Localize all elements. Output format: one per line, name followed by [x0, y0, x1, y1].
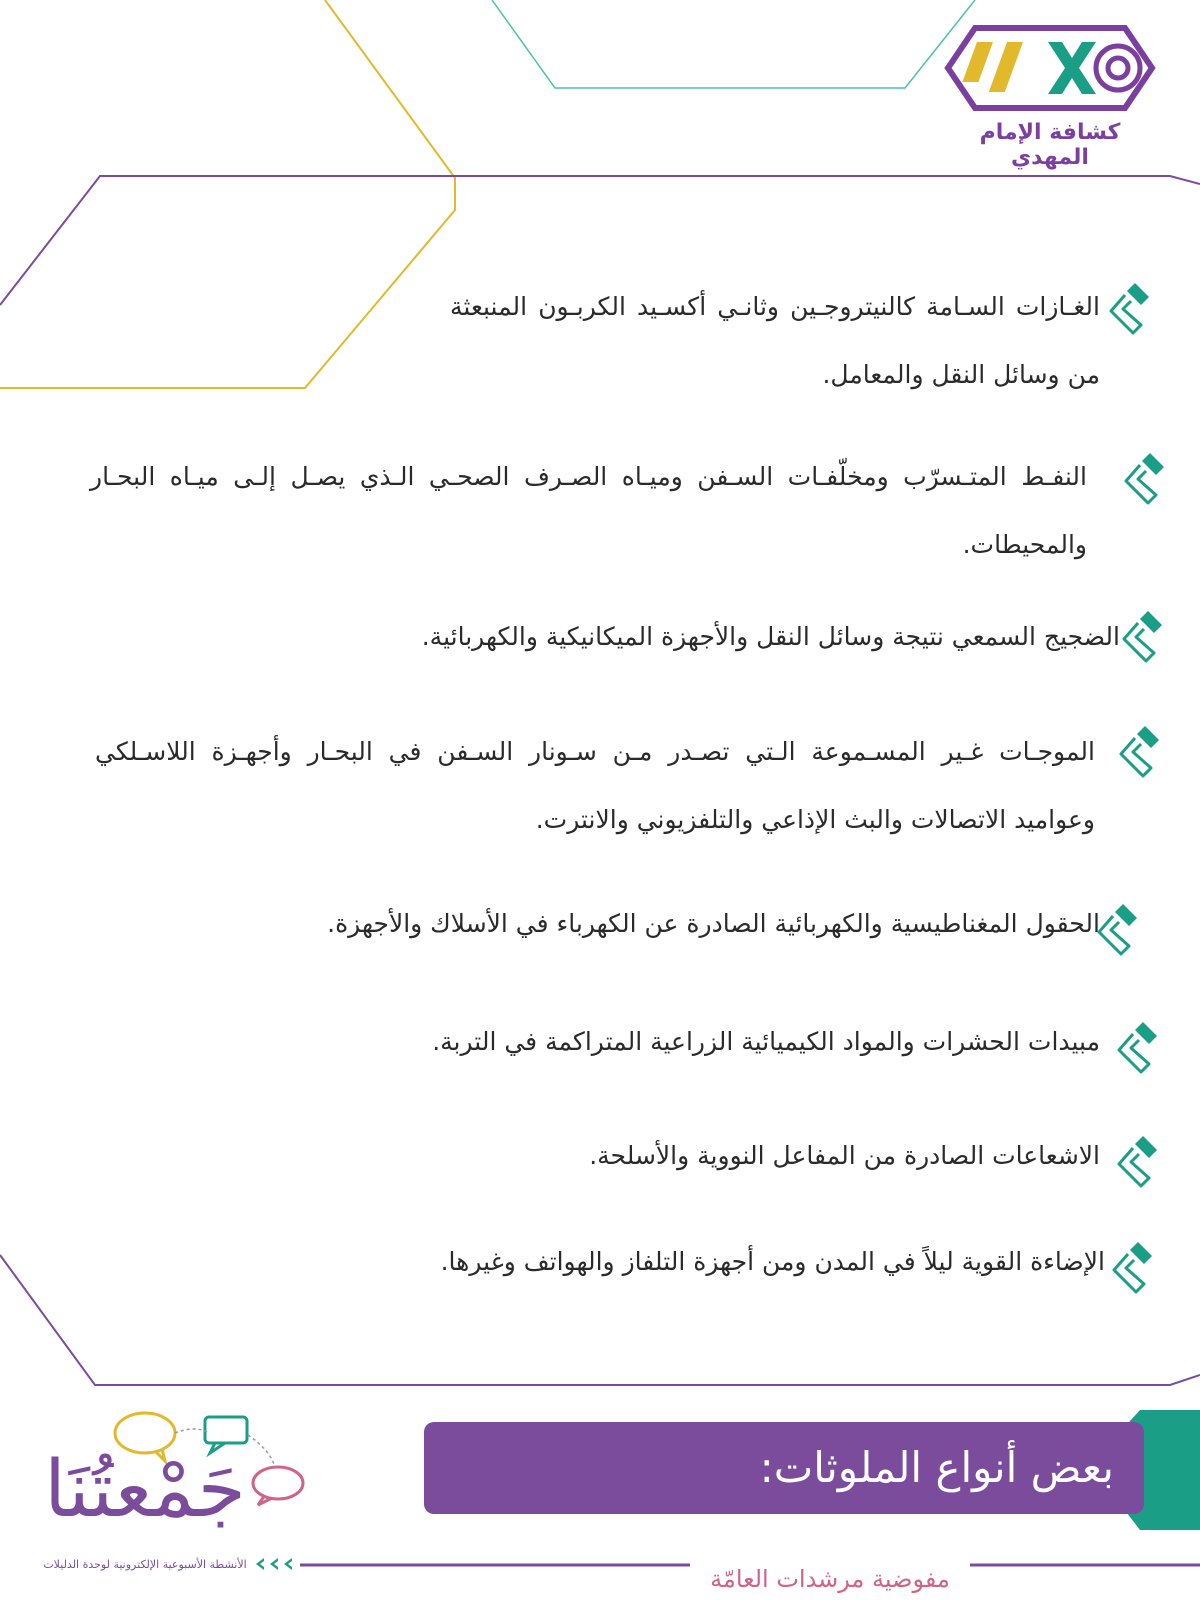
list-item	[200, 1008, 1100, 1076]
bullet-icon	[1120, 449, 1168, 507]
bullet-icon	[1113, 1018, 1161, 1076]
list-item	[300, 1122, 1100, 1190]
brand-tagline: الأنشطة الأسبوعية الإلكترونية لوحدة الدليلات	[43, 1558, 247, 1571]
list-item-text: الاشعاعات الصادرة من المفاعل النووية والأسلحة.	[589, 1141, 1100, 1170]
bullet-icon	[1108, 1238, 1156, 1296]
list-item-text: النفـط المتـسرّب ومخلّفـات السـفن وميـاه الصـرف الصحـي الـذي يصـل إلـى ميـاه البحـار والمحيطات.	[90, 462, 1087, 559]
bullet-icon	[1113, 1132, 1161, 1190]
bullet-icon	[1115, 722, 1163, 780]
list-item	[90, 443, 1087, 579]
list-item-text: مبيدات الحشرات والمواد الكيميائية الزراعية المتراكمة في التربة.	[432, 1027, 1100, 1056]
section-title: بعض أنواع الملوثات:	[759, 1443, 1114, 1492]
list-item-text: الموجـات غـير المسـموعة الـتي تصـدر مـن سـونار السـفن في البحـار وأجهـزة اللاسـلكي وعواميد الاتصالات والبث الإذاعي والتلفزيوني والانترت.	[95, 737, 1095, 834]
brand-logo	[20, 1405, 320, 1595]
brand-name: جَمْعتُنَا	[44, 1445, 246, 1535]
list-item	[95, 718, 1095, 854]
section-title-banner	[424, 1422, 1144, 1514]
chevrons-icon	[252, 1556, 300, 1572]
list-item-text: الغـازات السـامة كالنيتروجـين وثانـي أكسـيد الكربـون المنبعثة من وسائل النقل والمعامل.	[450, 292, 1100, 389]
footer-label: مفوضية مرشدات العامّة	[710, 1565, 950, 1593]
list-item	[250, 1228, 1105, 1296]
list-item-text: الإضاءة القوية ليلاً في المدن ومن أجهزة التلفاز والهواتف وغيرها.	[440, 1247, 1105, 1276]
list-item	[450, 273, 1100, 409]
org-name: كشافة الإمام المهدي	[979, 120, 1121, 170]
bullet-icon	[1105, 279, 1153, 337]
list-item	[200, 603, 1120, 671]
list-item	[180, 890, 1100, 958]
list-item-text: الضجيج السمعي نتيجة وسائل النقل والأجهزة الميكانيكية والكهربائية.	[421, 622, 1120, 651]
list-item-text: الحقول المغناطيسية والكهربائية الصادرة عن الكهرباء في الأسلاك والأجهزة.	[327, 909, 1100, 938]
bullet-icon	[1093, 900, 1141, 958]
bullet-icon	[1118, 607, 1166, 665]
